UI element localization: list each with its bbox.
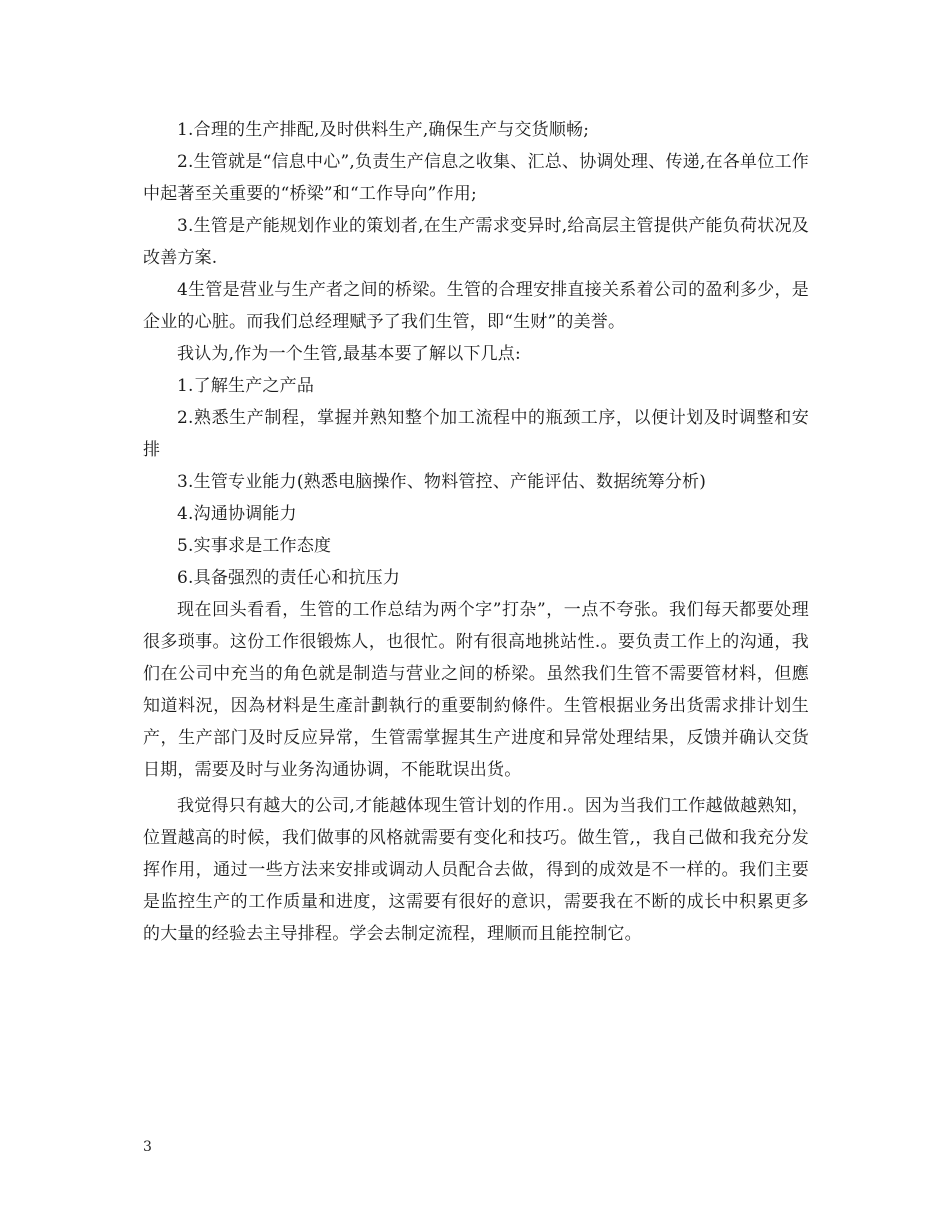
paragraph-item-2: 2.生管就是“信息中心”,负责生产信息之收集、汇总、协调处理、传递,在各单位工作中起著至关重要的“桥梁”和“工作导向”作用; (143, 152, 809, 204)
paragraph-item-1: 1.合理的生产排配,及时供料生产,确保生产与交货顺畅; (177, 120, 590, 140)
paragraph-point-6: 6.具备强烈的责任心和抗压力 (177, 568, 401, 588)
paragraph-conclusion: 我觉得只有越大的公司,才能越体现生管计划的作用.。因为当我们工作越做越熟知，位置越高的时候，我们做事的风格就需要有变化和技巧。做生管,，我自己做和我充分发挥作用，通过一些方法来安排或调动人员配合去做，得到的成效是不一样的。我们主要是监控生产的工作质量和进度，这需要有很好的意识，需要我在不断的成长中积累更多的大量的经验去主导排程。学会去制定流程，理顺而且能控制它。 (143, 796, 809, 944)
paragraph-point-4: 4.沟通协调能力 (177, 504, 297, 524)
document-body (143, 114, 809, 950)
paragraph-item-3: 3.生管是产能规划作业的策划者,在生产需求变异时,给高层主管提供产能负荷状况及改善方案. (143, 216, 809, 268)
paragraph-point-1: 1.了解生产之产品 (177, 376, 315, 396)
page-number: 3 (143, 1139, 152, 1155)
paragraph-item-4: 4生管是营业与生产者之间的桥梁。生管的合理安排直接关系着公司的盈利多少，是企业的心脏。而我们总经理赋予了我们生管，即“生财”的美誉。 (143, 280, 809, 332)
paragraph-intro: 我认为,作为一个生管,最基本要了解以下几点: (177, 344, 521, 364)
paragraph-point-3: 3.生管专业能力(熟悉电脑操作、物料管控、产能评估、数据统筹分析) (177, 472, 707, 492)
paragraph-point-5: 5.实事求是工作态度 (177, 536, 332, 556)
paragraph-point-2: 2.熟悉生产制程，掌握并熟知整个加工流程中的瓶颈工序，以便计划及时调整和安排 (143, 408, 809, 460)
paragraph-reflection: 现在回头看看，生管的工作总结为两个字”打杂”，一点不夸张。我们每天都要处理很多琐事。这份工作很锻炼人，也很忙。附有很高地挑站性.。要负责工作上的沟通，我们在公司中充当的角色就是制造与营业之间的桥梁。虽然我们生管不需要管材料，但應知道料況，因為材料是生產計劃執行的重要制約條件。生管根据业务出货需求排计划生产，生产部门及时反应异常，生管需掌握其生产进度和异常处理结果，反馈并确认交货日期，需要及时与业务沟通协调，不能耽误出货。 (143, 600, 809, 780)
